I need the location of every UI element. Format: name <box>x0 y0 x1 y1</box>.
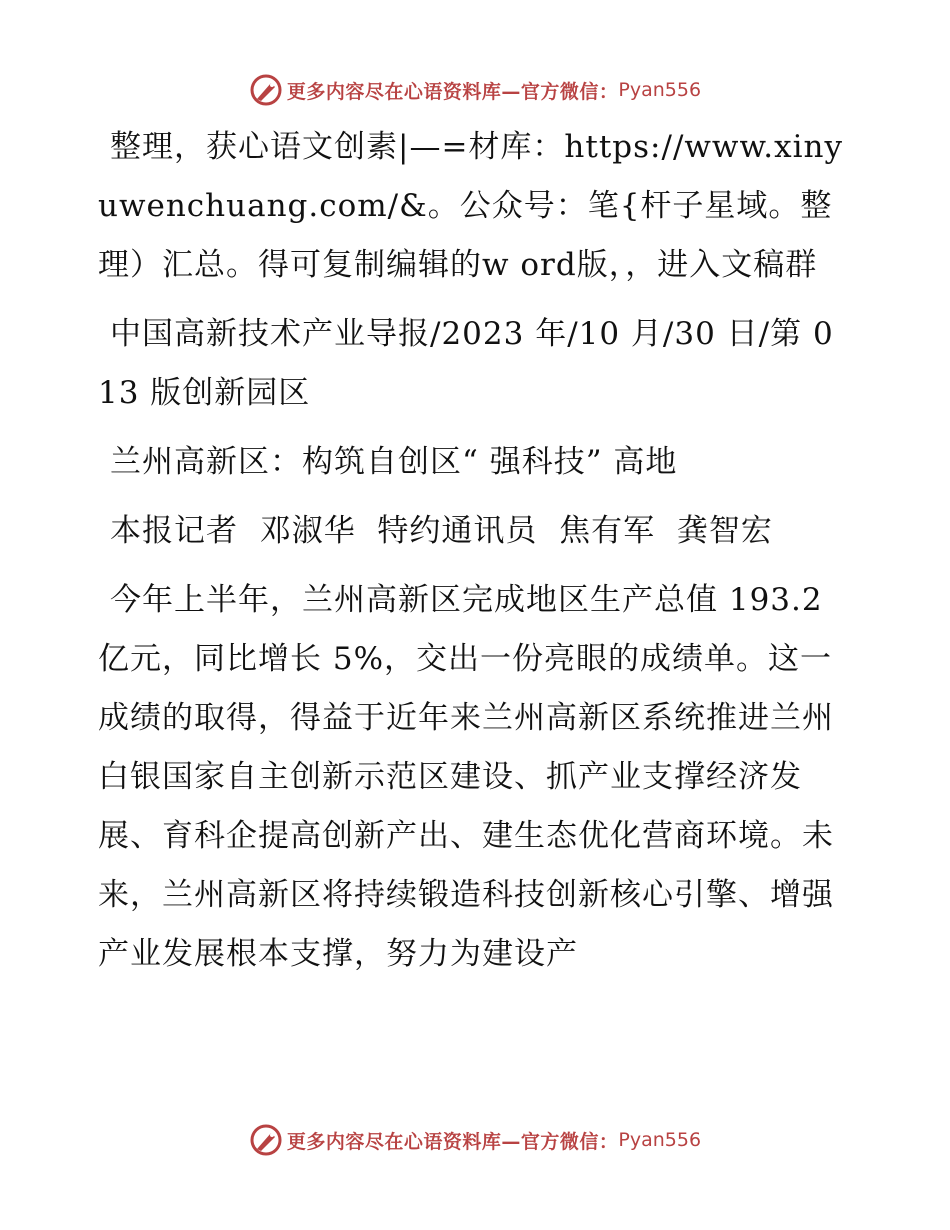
source-line: 中国高新技术产业导报/2023 年/10 月/30 日/第 013 版创新园区 <box>98 316 834 411</box>
watermark-text: 更多内容尽在心语资料库—官方微信： <box>286 1130 619 1153</box>
pen-nib-logo-icon <box>249 1123 283 1157</box>
intro-paragraph: 整理，获心语文创素|—=材库：https://www.xinyuwenchuang.com/&。公众号：笔{杆子星域。整理）汇总。得可复制编辑的w ord版，，进入文稿群 <box>98 129 844 283</box>
footer-watermark-banner <box>0 1120 950 1160</box>
article-title: 兰州高新区：构筑自创区“ 强科技” 高地 <box>110 444 678 480</box>
watermark-handle: Pyan556 <box>618 1129 702 1151</box>
pen-nib-logo-icon <box>249 73 283 107</box>
document-body <box>98 118 850 994</box>
header-watermark-banner <box>0 70 950 110</box>
watermark-handle: Pyan556 <box>618 79 702 101</box>
watermark-text: 更多内容尽在心语资料库—官方微信： <box>286 80 619 103</box>
body-paragraph: 今年上半年，兰州高新区完成地区生产总值 193.2 亿元，同比增长 5%，交出一份亮眼的成绩单。这一成绩的取得，得益于近年来兰州高新区系统推进兰州白银国家自主创新示范区建设、抓产业支撑经济发展、育科企提高创新产出、建生态优化营商环境。未来，兰州高新区将持续锻造科技创新核心引擎、增强产业发展根本支撑，努力为建设产 <box>98 582 834 972</box>
byline: 本报记者 邓淑华 特约通讯员 焦有军 龚智宏 <box>110 513 773 549</box>
